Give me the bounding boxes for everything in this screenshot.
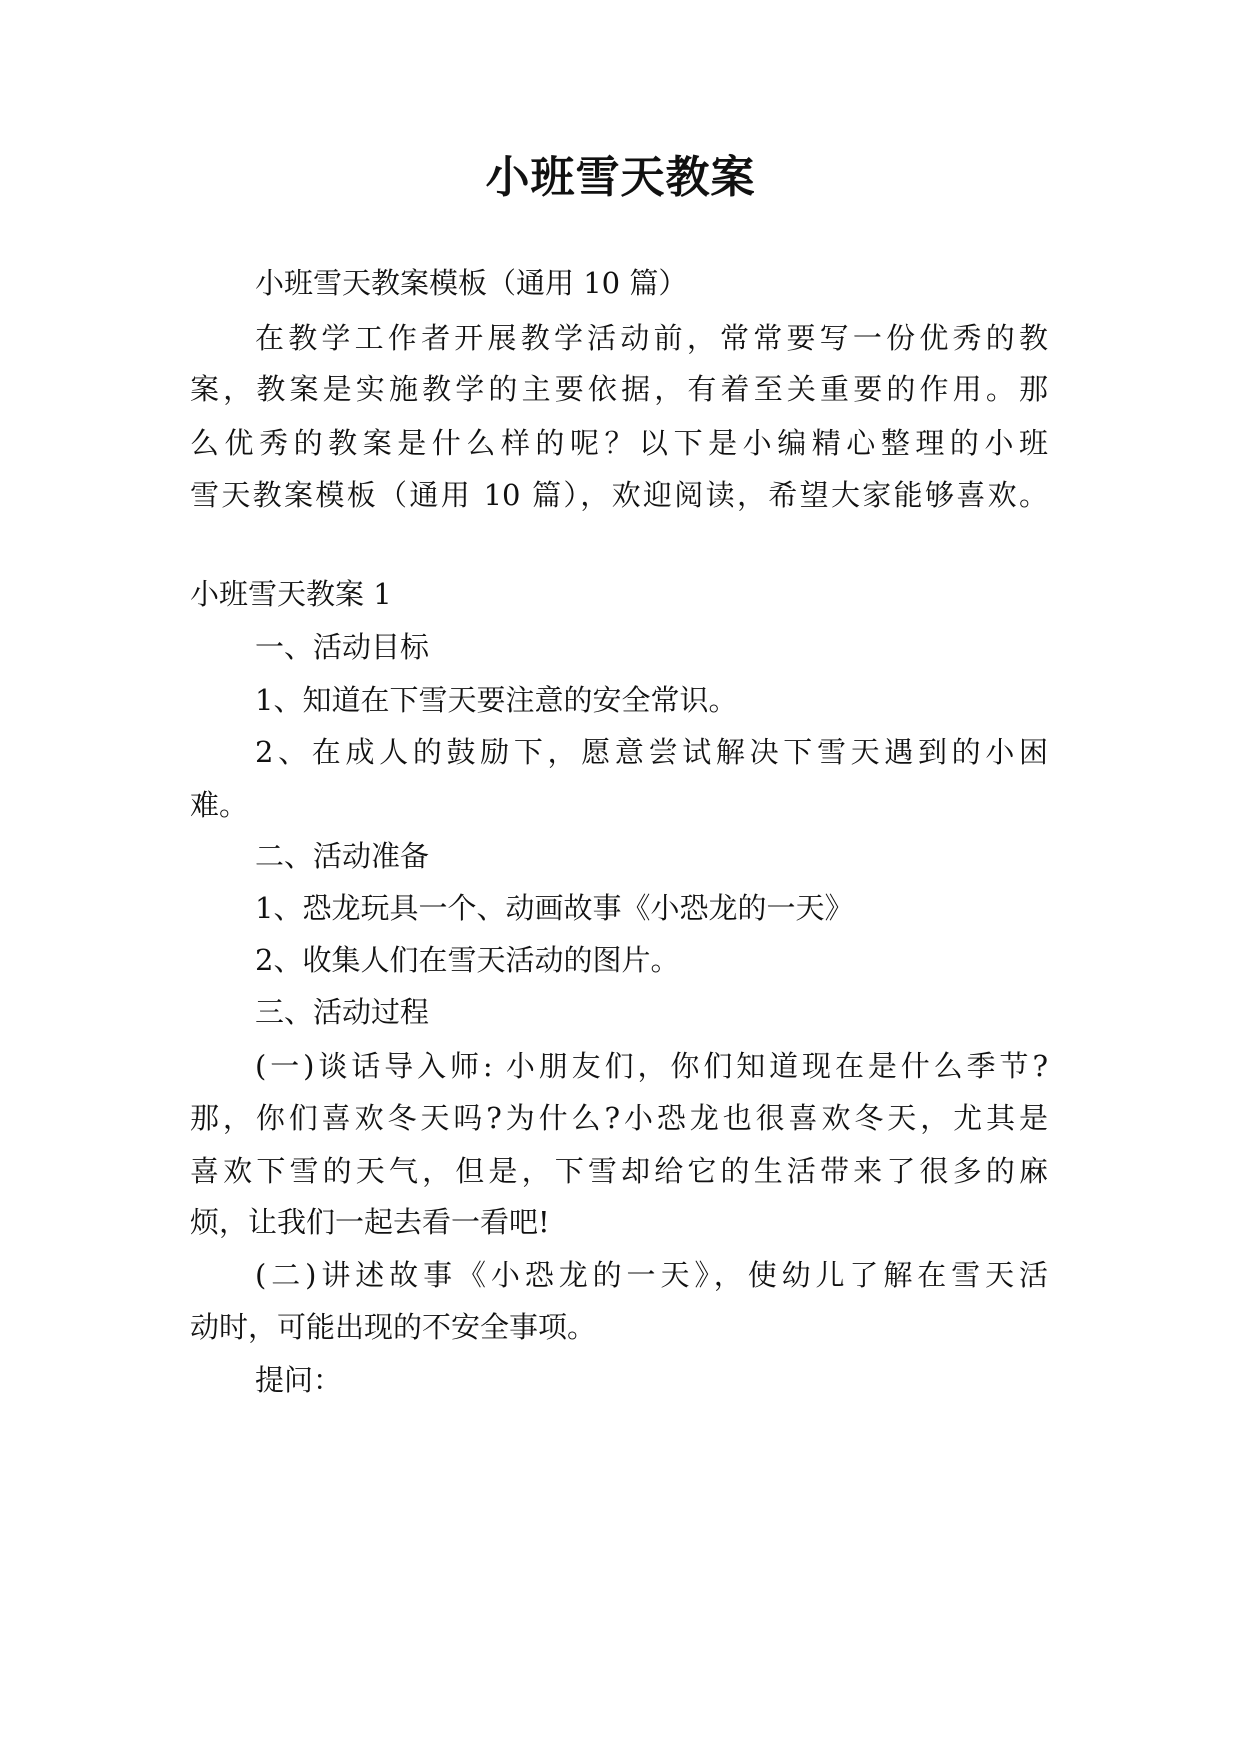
document-subtitle: 小班雪天教案模板（通用 10 篇） bbox=[255, 266, 688, 300]
section-heading: 小班雪天教案 1 bbox=[190, 577, 392, 611]
body-line-15: 提问： bbox=[255, 1363, 343, 1397]
body-line-1: 一、活动目标 bbox=[255, 630, 430, 664]
body-line-9: (一)谈话导入师: 小朋友们，你们知道现在是什么季节? bbox=[255, 1049, 1048, 1083]
intro-line-4: 雪天教案模板（通用 10 篇），欢迎阅读，希望大家能够喜欢。 bbox=[190, 478, 1048, 512]
intro-line-2: 案，教案是实施教学的主要依据，有着至关重要的作用。那 bbox=[190, 372, 1048, 406]
body-line-8: 三、活动过程 bbox=[255, 995, 430, 1029]
document-title: 小班雪天教案 bbox=[485, 152, 756, 203]
body-line-10: 那，你们喜欢冬天吗?为什么?小恐龙也很喜欢冬天，尤其是 bbox=[190, 1101, 1048, 1135]
body-line-12: 烦，让我们一起去看一看吧! bbox=[190, 1205, 550, 1239]
body-line-2: 1、知道在下雪天要注意的安全常识。 bbox=[255, 683, 738, 717]
body-line-14: 动时，可能出现的不安全事项。 bbox=[190, 1310, 597, 1344]
intro-line-3: 么优秀的教案是什么样的呢？以下是小编精心整理的小班 bbox=[190, 426, 1048, 460]
body-line-4: 难。 bbox=[190, 788, 249, 822]
body-line-6: 1、恐龙玩具一个、动画故事《小恐龙的一天》 bbox=[255, 891, 854, 925]
intro-line-1: 在教学工作者开展教学活动前，常常要写一份优秀的教 bbox=[255, 321, 1048, 355]
body-line-13: (二)讲述故事《小恐龙的一天》，使幼儿了解在雪天活 bbox=[255, 1258, 1048, 1292]
body-line-5: 二、活动准备 bbox=[255, 839, 430, 873]
body-line-11: 喜欢下雪的天气，但是，下雪却给它的生活带来了很多的麻 bbox=[190, 1154, 1048, 1188]
body-line-3: 2、在成人的鼓励下，愿意尝试解决下雪天遇到的小困 bbox=[255, 735, 1048, 769]
body-line-7: 2、收集人们在雪天活动的图片。 bbox=[255, 943, 680, 977]
